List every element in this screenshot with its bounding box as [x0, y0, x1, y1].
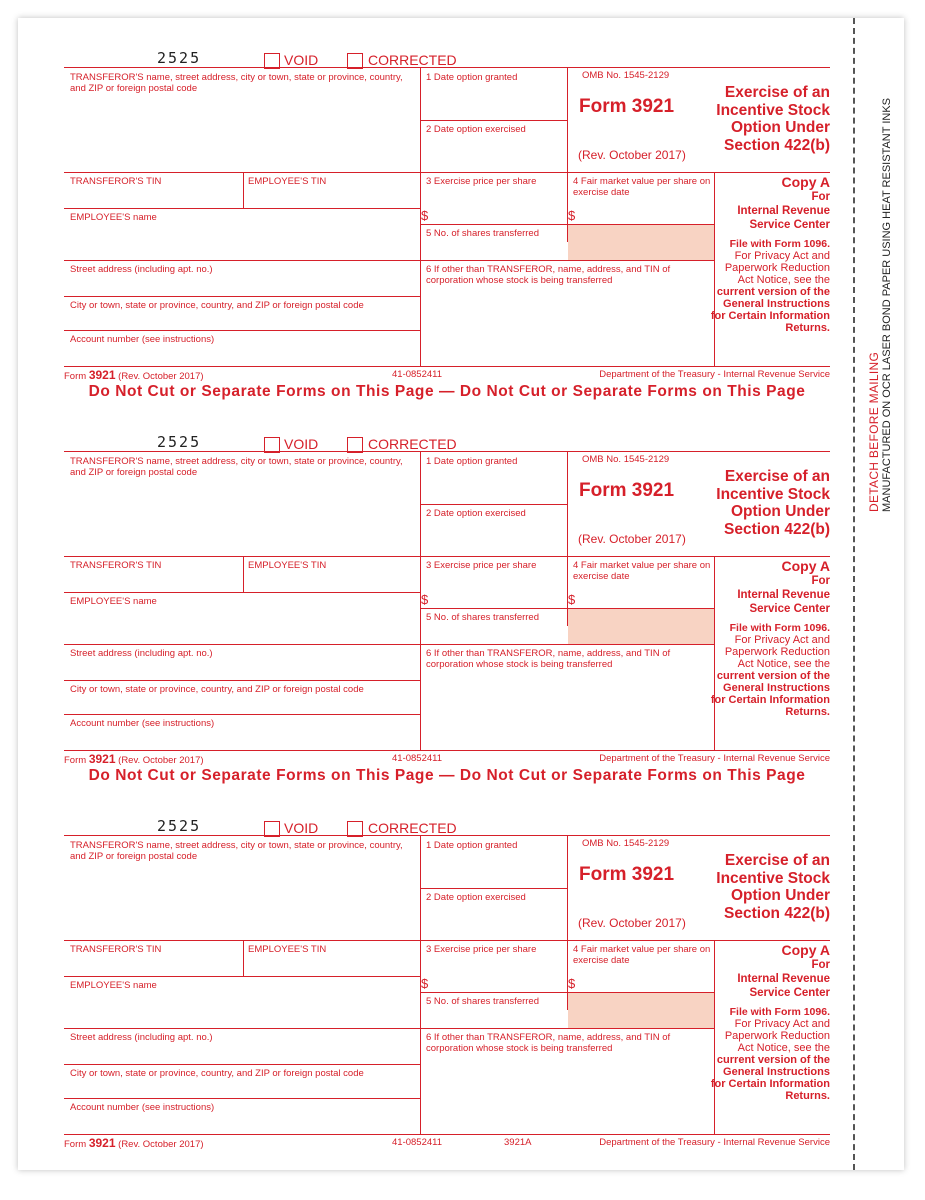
box4-fair-market-value[interactable]: 4 Fair market value per share on exercise date	[573, 944, 711, 966]
box3-exercise-price[interactable]: 3 Exercise price per share	[426, 560, 537, 571]
copy-privacy: For Privacy Act and Paperwork Reduction Act Notice, see the current version of the General Instructions for Certain Information Returns.	[710, 634, 830, 718]
form-revision: (Rev. October 2017)	[578, 148, 686, 162]
street-address-field[interactable]: Street address (including apt. no.)	[70, 1032, 213, 1043]
box6-corporation-info[interactable]: 6 If other than TRANSFEROR, name, address, and TIN of corporation whose stock is being transferred	[426, 264, 671, 286]
footer-form-number: 3921	[88, 368, 116, 382]
omb-number: OMB No. 1545-2129	[582, 838, 670, 849]
account-number-field[interactable]: Account number (see instructions)	[70, 334, 215, 345]
form-title: Form 3921	[579, 480, 675, 501]
copy-for: For	[811, 575, 830, 587]
copy-label: Copy A	[781, 174, 830, 190]
footer-revision: (Rev. October 2017)	[118, 755, 204, 766]
employee-name-field[interactable]: EMPLOYEE'S name	[70, 596, 157, 607]
copy-a-panel	[710, 174, 830, 334]
footer-form-word: Form	[64, 371, 87, 382]
form-title: Form 3921	[579, 864, 675, 885]
box5-shares-transferred[interactable]: 5 No. of shares transferred	[426, 612, 539, 623]
box4-dollar-sign: $	[568, 208, 576, 223]
box2-date-exercised[interactable]: 2 Date option exercised	[426, 892, 526, 903]
footer-catalog: 41-0852411	[392, 753, 443, 764]
form-heading: Exercise of an Incentive Stock Option Under Section 422(b)	[716, 852, 830, 922]
form-code: 2525	[157, 817, 202, 835]
corrected-label: CORRECTED	[368, 52, 457, 68]
box2-date-exercised[interactable]: 2 Date option exercised	[426, 124, 526, 135]
box4-fair-market-value[interactable]: 4 Fair market value per share on exercise date	[573, 176, 711, 198]
form-title: Form 3921	[579, 96, 675, 117]
footer-form-word: Form	[64, 755, 87, 766]
box3-dollar-sign: $	[421, 592, 429, 607]
city-state-zip-field[interactable]: City or town, state or province, country, and ZIP or foreign postal code	[70, 1068, 364, 1079]
perforation-line	[853, 18, 855, 1170]
transferor-name-field[interactable]: TRANSFEROR'S name, street address, city or town, state or province, country, and ZIP or foreign postal code	[70, 72, 403, 94]
corrected-label: CORRECTED	[368, 436, 457, 452]
street-address-field[interactable]: Street address (including apt. no.)	[70, 648, 213, 659]
do-not-cut-notice: Do Not Cut or Separate Forms on This Page — Do Not Cut or Separate Forms on This Page	[88, 383, 806, 400]
footer-form-number: 3921	[88, 1136, 116, 1150]
copy-label: Copy A	[781, 558, 830, 574]
box5-shares-transferred[interactable]: 5 No. of shares transferred	[426, 228, 539, 239]
copy-irs: Internal Revenue Service Center	[737, 973, 830, 999]
box3-exercise-price[interactable]: 3 Exercise price per share	[426, 944, 537, 955]
footer-form-word: Form	[64, 1139, 87, 1150]
transferor-tin-field[interactable]: TRANSFEROR'S TIN	[70, 176, 162, 187]
void-label: VOID	[284, 52, 319, 68]
copy-label: Copy A	[781, 942, 830, 958]
box5-shares-transferred[interactable]: 5 No. of shares transferred	[426, 996, 539, 1007]
box1-date-granted[interactable]: 1 Date option granted	[426, 72, 518, 83]
box6-corporation-info[interactable]: 6 If other than TRANSFEROR, name, address, and TIN of corporation whose stock is being transferred	[426, 648, 671, 670]
box5-shaded-area	[568, 609, 714, 644]
employee-tin-field[interactable]: EMPLOYEE'S TIN	[248, 560, 327, 571]
form-grid	[64, 835, 830, 1135]
copy-for: For	[811, 191, 830, 203]
transferor-tin-field[interactable]: TRANSFEROR'S TIN	[70, 944, 162, 955]
employee-tin-field[interactable]: EMPLOYEE'S TIN	[248, 176, 327, 187]
paper-notice: MANUFACTURED ON OCR LASER BOND PAPER USING HEAT RESISTANT INKS	[881, 98, 893, 512]
form-revision: (Rev. October 2017)	[578, 532, 686, 546]
footer-revision: (Rev. October 2017)	[118, 371, 204, 382]
box5-shaded-area	[568, 993, 714, 1028]
box1-date-granted[interactable]: 1 Date option granted	[426, 456, 518, 467]
form-revision: (Rev. October 2017)	[578, 916, 686, 930]
city-state-zip-field[interactable]: City or town, state or province, country, and ZIP or foreign postal code	[70, 684, 364, 695]
box2-date-exercised[interactable]: 2 Date option exercised	[426, 508, 526, 519]
copy-privacy: For Privacy Act and Paperwork Reduction Act Notice, see the current version of the General Instructions for Certain Information Returns.	[710, 1018, 830, 1102]
do-not-cut-notice: Do Not Cut or Separate Forms on This Page — Do Not Cut or Separate Forms on This Page	[88, 767, 806, 784]
footer-revision: (Rev. October 2017)	[118, 1139, 204, 1150]
side-notice	[868, 98, 894, 512]
copy-file-with: File with Form 1096.	[729, 622, 830, 634]
transferor-name-field[interactable]: TRANSFEROR'S name, street address, city or town, state or province, country, and ZIP or foreign postal code	[70, 456, 403, 478]
box4-dollar-sign: $	[568, 592, 576, 607]
account-number-field[interactable]: Account number (see instructions)	[70, 718, 215, 729]
void-label: VOID	[284, 436, 319, 452]
form-code: 2525	[157, 433, 202, 451]
box1-date-granted[interactable]: 1 Date option granted	[426, 840, 518, 851]
footer-code: 3921A	[504, 1137, 532, 1148]
transferor-name-field[interactable]: TRANSFEROR'S name, street address, city or town, state or province, country, and ZIP or foreign postal code	[70, 840, 403, 862]
copy-irs: Internal Revenue Service Center	[737, 589, 830, 615]
box4-fair-market-value[interactable]: 4 Fair market value per share on exercise date	[573, 560, 711, 582]
copy-file-with: File with Form 1096.	[729, 1006, 830, 1018]
transferor-tin-field[interactable]: TRANSFEROR'S TIN	[70, 560, 162, 571]
account-number-field[interactable]: Account number (see instructions)	[70, 1102, 215, 1113]
corrected-label: CORRECTED	[368, 820, 457, 836]
form-code: 2525	[157, 49, 202, 67]
omb-number: OMB No. 1545-2129	[582, 70, 670, 81]
box5-shaded-area	[568, 225, 714, 260]
void-label: VOID	[284, 820, 319, 836]
detach-notice: DETACH BEFORE MAILING	[867, 351, 881, 512]
employee-name-field[interactable]: EMPLOYEE'S name	[70, 212, 157, 223]
footer-form-number: 3921	[88, 752, 116, 766]
employee-name-field[interactable]: EMPLOYEE'S name	[70, 980, 157, 991]
footer-catalog: 41-0852411	[392, 1137, 443, 1148]
footer-department: Department of the Treasury - Internal Revenue Service	[599, 369, 830, 380]
footer-department: Department of the Treasury - Internal Revenue Service	[599, 753, 830, 764]
copy-a-panel	[710, 942, 830, 1102]
box3-dollar-sign: $	[421, 208, 429, 223]
employee-tin-field[interactable]: EMPLOYEE'S TIN	[248, 944, 327, 955]
box6-corporation-info[interactable]: 6 If other than TRANSFEROR, name, address, and TIN of corporation whose stock is being transferred	[426, 1032, 671, 1054]
box3-exercise-price[interactable]: 3 Exercise price per share	[426, 176, 537, 187]
footer-department: Department of the Treasury - Internal Revenue Service	[599, 1137, 830, 1148]
box3-dollar-sign: $	[421, 976, 429, 991]
footer-catalog: 41-0852411	[392, 369, 443, 380]
copy-privacy: For Privacy Act and Paperwork Reduction Act Notice, see the current version of the General Instructions for Certain Information Returns.	[710, 250, 830, 334]
form-footer	[64, 368, 830, 382]
box4-dollar-sign: $	[568, 976, 576, 991]
street-address-field[interactable]: Street address (including apt. no.)	[70, 264, 213, 275]
form-footer	[64, 1136, 830, 1150]
copy-for: For	[811, 959, 830, 971]
copy-file-with: File with Form 1096.	[729, 238, 830, 250]
omb-number: OMB No. 1545-2129	[582, 454, 670, 465]
form-footer	[64, 752, 830, 766]
city-state-zip-field[interactable]: City or town, state or province, country, and ZIP or foreign postal code	[70, 300, 364, 311]
form-heading: Exercise of an Incentive Stock Option Under Section 422(b)	[716, 84, 830, 154]
form-heading: Exercise of an Incentive Stock Option Under Section 422(b)	[716, 468, 830, 538]
copy-irs: Internal Revenue Service Center	[737, 205, 830, 231]
form-grid	[64, 67, 830, 367]
form-grid	[64, 451, 830, 751]
copy-a-panel	[710, 558, 830, 718]
